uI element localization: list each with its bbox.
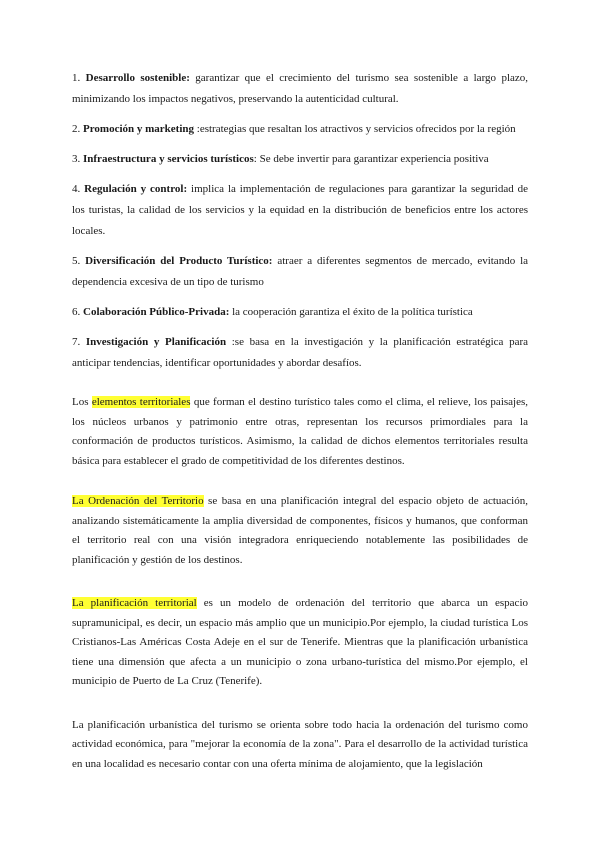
item-number: 5. <box>72 255 81 267</box>
paragraph-territory-ordering <box>72 492 528 570</box>
paragraph-text: es un modelo de ordenación del territorio que abarca un espacio supramunicipal, es decir, un espacio más amplio que un municipio.Por ejemplo, la ciudad turística Los Cristianos-Las Américas Costa Adeje en el sur de Tenerife. Mientras que la planificación urbanística tiene una dimensión que afecta a un municipio o zona urbano-turística del mismo.Por ejemplo, el municipio de Puerto de La Cruz (Tenerife). <box>72 597 528 687</box>
list-item <box>72 68 528 110</box>
item-title: Investigación y Planificación <box>85 336 227 348</box>
item-title: Promoción y marketing <box>83 123 195 135</box>
list-item <box>72 119 528 140</box>
objectives-list <box>72 68 528 374</box>
highlighted-term: elementos territoriales <box>91 396 191 408</box>
list-item <box>72 251 528 293</box>
list-item <box>72 302 528 323</box>
paragraph-urban-planning <box>72 716 528 775</box>
paragraph-text: La planificación urbanística del turismo se orienta sobre todo hacia la ordenación del turismo como actividad económica, para "mejorar la economía de la zona". Para el desarrollo de la actividad turística en una localidad es necesario contar con una oferta mínima de alojamiento, que la legislación <box>72 718 528 770</box>
item-text: : Se debe invertir para garantizar experiencia positiva <box>253 153 489 165</box>
list-item <box>72 179 528 242</box>
item-title: Infraestructura y servicios turísticos <box>83 153 254 165</box>
item-text: la cooperación garantiza el éxito de la política turística <box>229 306 473 318</box>
item-number: 3. <box>72 153 81 165</box>
item-text: atraer a diferentes segmentos de mercado, evitando la dependencia excesiva de un tipo de turismo <box>72 255 529 288</box>
item-title: Regulación y control: <box>84 183 188 195</box>
item-number: 6. <box>72 306 81 318</box>
item-number: 4. <box>72 183 81 195</box>
item-text: implica la implementación de regulaciones para garantizar la seguridad de los turistas, la calidad de los servicios y la equidad en la distribución de beneficios entre los actores locales. <box>72 183 529 237</box>
paragraph-territorial-elements <box>72 393 528 471</box>
paragraph-territorial-planning <box>72 594 528 692</box>
highlighted-term: La planificación territorial <box>72 597 197 609</box>
item-title: Desarrollo sostenible: <box>85 72 190 84</box>
list-item <box>72 332 528 374</box>
item-number: 2. <box>72 123 81 135</box>
paragraph-text: que forman el destino turístico tales como el clima, el relieve, los paisajes, los núcleos urbanos y patrimonio entre otras, representan los recursos primordiales para la conformación de productos turísticos. Asimismo, la calidad de dichos elementos territoriales resulta básica para establecer el grado de competitividad de los diferentes destinos. <box>72 396 529 467</box>
item-number: 1. <box>72 72 81 84</box>
item-text: :se basa en la investigación y la planificación estratégica para anticipar tendencias, identificar oportunidades y abordar desafíos. <box>72 336 529 369</box>
item-text: :estrategias que resaltan los atractivos y servicios ofrecidos por la región <box>194 123 516 135</box>
highlighted-term: La Ordenación del Territorio <box>72 495 204 507</box>
item-title: Diversificación del Producto Turístico: <box>85 255 273 267</box>
list-item <box>72 149 528 170</box>
paragraph-text: se basa en una planificación integral del espacio objeto de actuación, analizando sistemáticamente la amplia diversidad de componentes, físicos y humanos, que conforman el territorio real con una visión integradora enriqueciendo notablemente las posibilidades de planificación y gestión de los destinos. <box>72 495 528 566</box>
item-title: Colaboración Público-Privada: <box>83 306 230 318</box>
item-number: 7. <box>72 336 81 348</box>
item-text: garantizar que el crecimiento del turismo sea sostenible a largo plazo, minimizando los impactos negativos, preservando la autenticidad cultural. <box>72 72 529 105</box>
paragraph-text: Los <box>72 396 92 408</box>
